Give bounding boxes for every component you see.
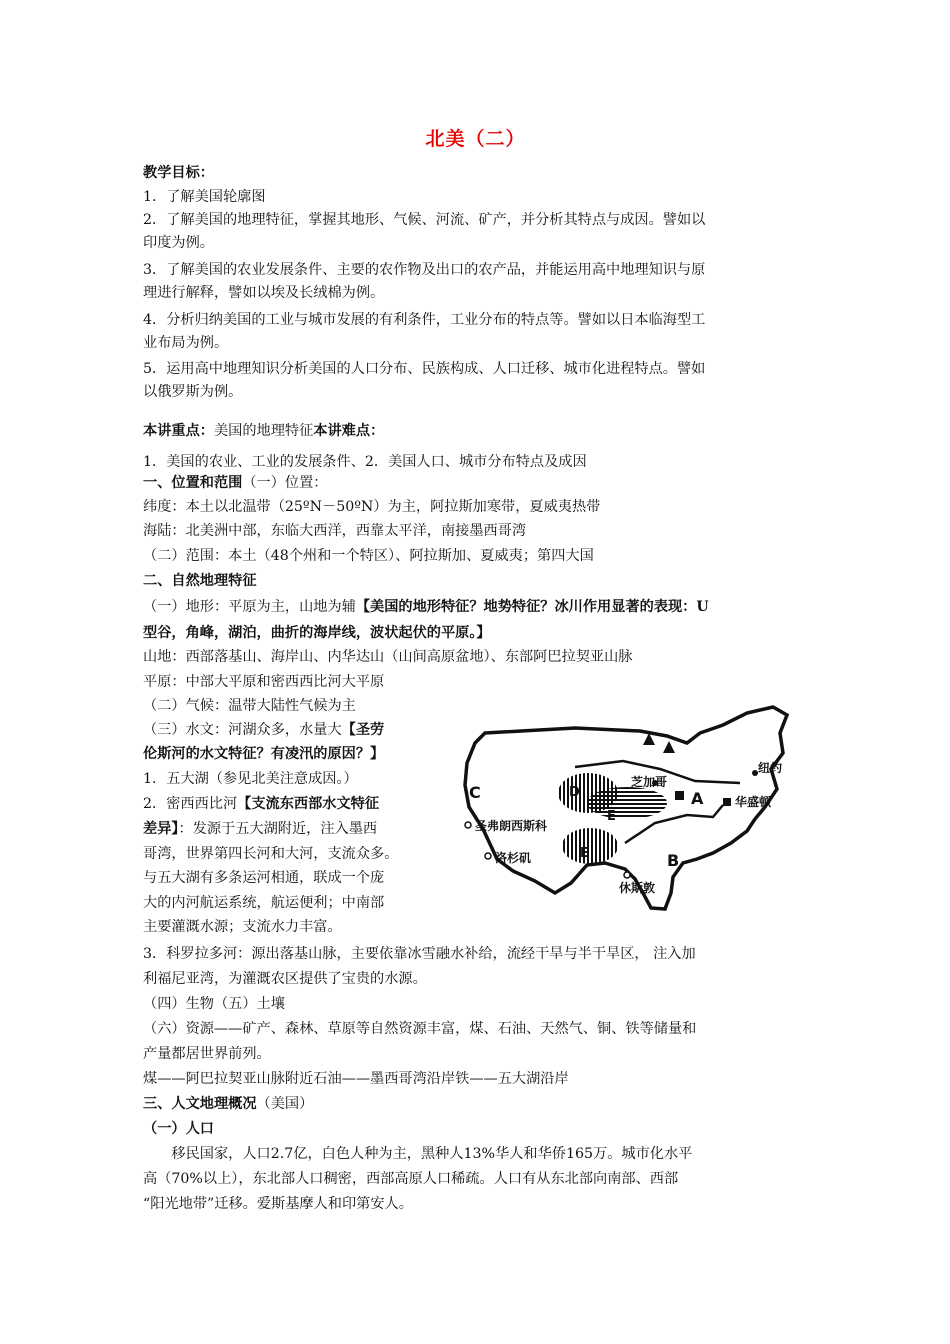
us-outline-map — [455, 703, 805, 928]
map-label-c: C — [469, 783, 481, 802]
map-label-b: B — [667, 851, 680, 870]
map-label-washington: 华盛顿 — [735, 795, 772, 809]
map-label-e: E — [607, 809, 616, 824]
section-2-heading: 二、自然地理特征 — [143, 573, 257, 589]
biology-soil-line: （四）生物（五）土壤 — [143, 996, 285, 1012]
mississippi-desc-line: 大的内河航运系统，航运便利；中南部 — [143, 895, 385, 911]
great-lakes-line: 1．五大湖（参见北美注意成因。） — [143, 771, 358, 787]
goal-line: 5．运用高中地理知识分析美国的人口分布、民族构成、人口迁移、城市化进程特点。譬如 — [143, 361, 706, 377]
mississippi-desc: ：发源于五大湖附近，注入墨西 — [178, 821, 378, 837]
difficulty-label: 本讲难点： — [313, 423, 385, 439]
resources-line: （六）资源——矿产、森林、草原等自然资源丰富，煤、石油、天然气、铜、铁等储量和 — [143, 1021, 697, 1037]
houston-dot — [624, 872, 630, 878]
population-heading: （一）人口 — [143, 1121, 214, 1137]
map-label-houston: 休斯敦 — [619, 881, 656, 895]
terrain-line — [143, 596, 709, 618]
city-square-washington — [723, 798, 731, 806]
map-label-la: 洛杉矶 — [495, 851, 532, 865]
hydrology-question: 【圣劳 — [341, 722, 385, 738]
map-label-newyork: 纽约 — [758, 761, 783, 775]
section-3-heading — [143, 1093, 313, 1115]
mississippi-text: 2．密西西比河 — [143, 796, 238, 812]
minerals-line: 煤——阿巴拉契亚山脉附近石油——墨西哥湾沿岸铁——五大湖沿岸 — [143, 1071, 569, 1087]
goals-heading: 教学目标： — [143, 165, 214, 181]
colorado-line: 3．科罗拉多河：源出落基山脉，主要依靠冰雪融水补给，流经干旱与半干旱区， 注入加 — [143, 946, 696, 962]
hydrology-text: （三）水文：河湖众多，水量大 — [143, 722, 342, 738]
latitude-line: 纬度：本土以北温带（25ºN－50ºN）为主，阿拉斯加寒带，夏威夷热带 — [143, 499, 601, 515]
sea-land-line: 海陆：北美洲中部，东临大西洋，西靠太平洋，南接墨西哥湾 — [143, 523, 527, 539]
mississippi-question-cont: 差异】 — [143, 821, 179, 837]
hydrology-line — [143, 719, 384, 741]
population-line: 高（70%以上），东北部人口稠密，西部高原人口稀疏。人口有从东北部向南部、西部 — [143, 1171, 679, 1187]
sf-dot — [465, 822, 471, 828]
mississippi-question: 【支流东西部水文特征 — [237, 796, 380, 812]
goal-line: 以俄罗斯为例。 — [143, 384, 243, 400]
map-label-a: A — [691, 789, 704, 808]
mountains-line: 山地：西部落基山、海岸山、内华达山（山间高原盆地）、东部阿巴拉契亚山脉 — [143, 649, 633, 665]
goal-line: 理进行解释，譬如以埃及长绒棉为例。 — [143, 285, 385, 301]
terrain-question-cont: 型谷，角峰，湖泊，曲折的海岸线，波状起伏的平原。】 — [143, 625, 491, 641]
mississippi-desc-line: 与五大湖有多条运河相通，联成一个庞 — [143, 870, 385, 886]
goal-line: 业布局为例。 — [143, 335, 229, 351]
section-1-sub: （一）位置： — [242, 475, 328, 491]
climate-line: （二）气候：温带大陆性气候为主 — [143, 698, 356, 714]
document-title: 北美（二） — [425, 128, 526, 150]
range-line: （二）范围：本土（48个州和一个特区）、阿拉斯加、夏威夷；第四大国 — [143, 548, 594, 564]
population-line: “阳光地带”迁移。爱斯基摩人和印第安人。 — [143, 1196, 413, 1212]
mississippi-desc-line: 哥湾，世界第四长河和大河，支流众多。 — [143, 846, 399, 862]
focus-label: 本讲重点： — [143, 423, 214, 439]
section-1-title: 一、位置和范围 — [143, 475, 243, 491]
terrain-text: （一）地形：平原为主，山地为辅 — [143, 599, 356, 615]
hydrology-question-cont: 伦斯河的水文特征？有凌汛的原因？】 — [143, 746, 385, 762]
section-1-heading — [143, 472, 327, 494]
map-label-chicago: 芝加哥 — [631, 775, 668, 789]
population-line: 移民国家，人口2.7亿，白色人种为主，黑种人13%华人和华侨165万。城市化水平 — [143, 1146, 693, 1162]
goal-line: 2．了解美国的地理特征，掌握其地形、气候、河流、矿产，并分析其特点与成因。譬如以 — [143, 212, 706, 228]
map-label-sf: 圣弗朗西斯科 — [475, 819, 548, 833]
terrain-question: 【美国的地形特征？地势特征？冰川作用显著的表现：U — [355, 599, 709, 615]
region-e-vertical — [562, 828, 618, 864]
difficulty-line: 1．美国的农业、工业的发展条件、2．美国人口、城市分布特点及成因 — [143, 454, 587, 470]
map-label-d: D — [569, 785, 580, 800]
plains-line: 平原：中部大平原和密西西比河大平原 — [143, 674, 385, 690]
goal-line: 3．了解美国的农业发展条件、主要的农作物及出口的农产品，并能运用高中地理知识与原 — [143, 262, 706, 278]
la-dot — [485, 853, 491, 859]
goal-line: 4．分析归纳美国的工业与城市发展的有利条件，工业分布的特点等。譬如以日本临海型工 — [143, 312, 706, 328]
focus-text: 美国的地理特征 — [213, 423, 314, 439]
mississippi-line — [143, 793, 379, 815]
focus-line — [143, 420, 384, 442]
map-label-e: E — [580, 846, 589, 861]
goal-line: 1．了解美国轮廓图 — [143, 189, 266, 205]
mississippi-line-2 — [143, 818, 377, 840]
resources-line-2: 产量都居世界前列。 — [143, 1046, 271, 1062]
mississippi-desc-line: 主要灌溉水源；支流水力丰富。 — [143, 919, 342, 935]
city-square-a — [675, 791, 684, 800]
section-3-suffix: （美国） — [256, 1096, 314, 1112]
colorado-line-2: 利福尼亚湾，为灌溉农区提供了宝贵的水源。 — [143, 971, 427, 987]
section-3-title: 三、人文地理概况 — [143, 1096, 257, 1112]
region-e-horizontal — [587, 787, 667, 819]
goal-line: 印度为例。 — [143, 235, 214, 251]
